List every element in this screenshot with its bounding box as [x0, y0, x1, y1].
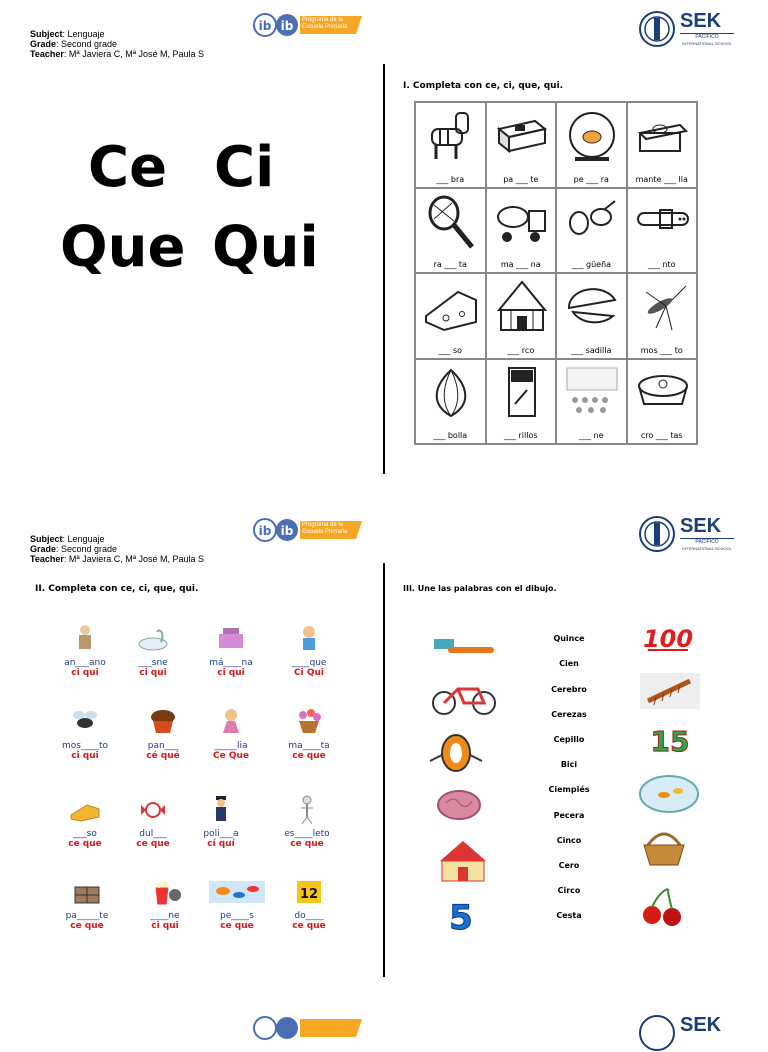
number12-icon — [291, 877, 327, 907]
girl-icon — [213, 707, 249, 737]
fill-item — [196, 624, 266, 678]
worksheet-page-2 — [0, 505, 768, 1005]
match-word: Cesta — [556, 911, 582, 920]
grid-cell — [415, 273, 486, 359]
flowerpot-icon — [291, 707, 327, 737]
skeleton-icon — [289, 795, 325, 825]
racket-icon — [424, 193, 478, 251]
ib-logo — [252, 12, 364, 38]
match-word: Ciempiés — [548, 785, 590, 794]
item-options: ce que — [220, 921, 254, 931]
syllable-qui: Qui — [212, 215, 319, 280]
fish-icon — [209, 877, 265, 907]
cherries-icon — [638, 887, 686, 932]
item-word: poli___a — [203, 829, 239, 839]
cinema-icon — [565, 364, 619, 422]
onion-icon — [424, 364, 478, 422]
grade-label: Grade — [30, 39, 57, 49]
item-word: ___so — [73, 829, 97, 839]
cell-label: ___ so — [438, 345, 463, 355]
teacher-label: Teacher — [30, 49, 64, 59]
item-word: dul___ — [139, 829, 167, 839]
grid-cell — [627, 359, 698, 445]
grid-cell — [627, 188, 698, 274]
item-word: ___sne — [138, 658, 168, 668]
cheese-icon — [67, 795, 103, 825]
muffin-icon — [145, 707, 181, 737]
circus-icon — [436, 839, 490, 888]
toothbrush-icon — [432, 635, 496, 666]
subject-value: : Lenguaje — [62, 29, 105, 39]
item-options: cé qué — [146, 751, 180, 761]
fill-item — [50, 795, 120, 849]
swan-icon — [135, 624, 171, 654]
item-options: ce que — [292, 751, 326, 761]
number-zero-icon — [426, 731, 486, 780]
cell-label: ___ bra — [436, 174, 465, 184]
sek-logo — [638, 10, 734, 48]
ib-logo-text: Programa de la Escuela Primaria — [302, 17, 348, 30]
bicycle-icon — [430, 681, 498, 722]
match-word: Quince — [553, 634, 585, 643]
centipede-icon — [640, 673, 700, 714]
item-options: ce que — [290, 839, 324, 849]
grid-cell — [486, 273, 557, 359]
item-word: pa_____te — [65, 911, 109, 921]
zebra-icon — [424, 107, 478, 165]
item-options: ce que — [292, 921, 326, 931]
fill-item — [274, 877, 344, 931]
match-word: Pecera — [553, 811, 585, 820]
number-five-icon — [438, 895, 484, 940]
cell-label: mante ___ lla — [635, 174, 688, 184]
cell-label: ___ nto — [647, 260, 676, 269]
item-word: es____leto — [284, 829, 330, 839]
grid-cell — [556, 102, 627, 188]
sek-sub-text: PACÍFICO — [680, 33, 734, 40]
item-options: ci qui — [151, 921, 179, 931]
hundred-icon — [644, 623, 692, 658]
sek-sub-text: PACÍFICO — [680, 538, 734, 545]
match-word: Cerezas — [551, 710, 587, 719]
syllable-ce: Ce — [88, 135, 168, 200]
popcorn-icon — [147, 877, 183, 907]
fill-item — [274, 624, 344, 678]
butter-icon — [636, 107, 690, 165]
quesadilla-icon — [565, 278, 619, 336]
item-options: cí quí — [207, 839, 235, 849]
item-options: ci qui — [139, 668, 167, 678]
cell-label: ___ ne — [578, 431, 604, 440]
croquettes-icon — [636, 364, 690, 422]
picture-grid — [414, 101, 698, 445]
fill-item — [272, 795, 342, 849]
cell-label: pa ___ te — [503, 174, 539, 184]
teacher-value: : Mª Javiera C, Mª José M, Paula S — [63, 49, 205, 59]
item-options: ce que — [70, 921, 104, 931]
cell-label: ___ güeña — [571, 260, 612, 269]
cell-label: pe ___ ra — [573, 174, 609, 184]
fill-item — [186, 795, 256, 849]
sek-sub2-text: INTERNATIONAL SCHOOL — [682, 546, 732, 551]
fill-item — [50, 707, 120, 761]
item-word: mos____to — [62, 741, 108, 751]
sek-logo — [638, 1014, 734, 1052]
item-word: má____na — [209, 658, 253, 668]
item-options: ci qui — [71, 668, 99, 678]
item-options: Ce Que — [212, 751, 249, 761]
cement-truck-icon — [495, 193, 549, 251]
package-icon — [495, 107, 549, 165]
sek-logo-text: SEK — [680, 1014, 722, 1036]
fifteen-text: 15 — [650, 725, 690, 758]
section-2-title: II. Completa con ce, ci, que, qui. — [35, 584, 199, 594]
match-word: Cien — [559, 659, 579, 668]
header-info — [30, 534, 204, 564]
grid-cell — [415, 102, 486, 188]
match-word: Cero — [558, 861, 580, 870]
grid-cell — [415, 359, 486, 445]
matches-icon — [495, 364, 549, 422]
item-word: an___ano — [64, 658, 106, 668]
police-icon — [203, 795, 239, 825]
item-word: ____que — [291, 658, 327, 668]
sek-logo — [638, 515, 734, 553]
ib-logo — [252, 1015, 364, 1041]
match-word: Circo — [557, 886, 581, 895]
item-options: ce que — [136, 839, 170, 849]
fill-item — [118, 795, 188, 849]
fill-item — [202, 877, 272, 931]
subject-label: Subject — [30, 29, 63, 39]
teacher-value: : Mª Javiera C, Mª José M, Paula S — [63, 554, 205, 564]
fill-item — [52, 877, 122, 931]
section-1-title: I. Completa con ce, ci, que, qui. — [403, 81, 564, 91]
item-word: ma____ta — [288, 741, 330, 751]
fill-item — [50, 624, 120, 678]
item-options: ci qui — [217, 668, 245, 678]
grid-cell — [486, 188, 557, 274]
cell-label: ___ bolla — [433, 431, 468, 440]
number-fifteen-icon — [646, 719, 694, 764]
subject-value: : Lenguaje — [62, 534, 105, 544]
grid-cell — [415, 188, 486, 274]
grid-cell — [486, 102, 557, 188]
ib-logo — [252, 517, 364, 543]
match-word: Bici — [560, 760, 578, 769]
worksheet-page-3-partial — [0, 1010, 768, 1036]
item-options: ci qui — [71, 751, 99, 761]
mosquito-icon — [67, 707, 103, 737]
stork-icon — [565, 193, 619, 251]
fill-item — [274, 707, 344, 761]
cell-label: ___ rillos — [503, 431, 538, 440]
grid-cell — [556, 359, 627, 445]
twelve-text: 12 — [299, 887, 319, 902]
machine-icon — [213, 624, 249, 654]
match-word: Cinco — [556, 836, 582, 845]
cell-label: ___ sadilla — [571, 345, 612, 355]
item-options: ce que — [68, 839, 102, 849]
teacher-label: Teacher — [30, 554, 64, 564]
gift-icon — [69, 877, 105, 907]
subject-label: Subject — [30, 534, 63, 544]
item-word: do____ — [294, 911, 324, 921]
cell-label: ma ___ na — [500, 260, 541, 269]
cell-label: ___ rco — [507, 345, 535, 355]
worksheet-page-1 — [0, 0, 768, 500]
item-word: ____ne — [150, 911, 180, 921]
header-info — [30, 29, 204, 59]
ib-logo-text: Programa de la Escuela Primaria — [302, 522, 348, 535]
section-3-title: III. Une las palabras con el dibujo. — [403, 584, 557, 593]
grade-label: Grade — [30, 544, 57, 554]
item-options: Ci Qui — [294, 668, 324, 678]
fill-item — [196, 707, 266, 761]
item-word: pe____s — [220, 911, 254, 921]
circus-tent-icon — [495, 278, 549, 336]
fill-item — [128, 707, 198, 761]
svg-text:ib: ib — [258, 19, 272, 33]
brain-icon — [436, 789, 482, 828]
sek-sub2-text: INTERNATIONAL SCHOOL — [682, 41, 732, 46]
svg-text:ib: ib — [258, 524, 272, 538]
match-word: Cerebro — [551, 685, 587, 694]
grade-value: : Second grade — [56, 39, 118, 49]
grid-cell — [627, 273, 698, 359]
basket-icon — [640, 829, 688, 874]
grid-cell — [556, 188, 627, 274]
boy-icon — [291, 624, 327, 654]
syllable-ci: Ci — [214, 135, 275, 200]
hundred-text: 100 — [642, 625, 694, 653]
fishbowl-icon — [565, 107, 619, 165]
item-word: _____lia — [214, 741, 248, 751]
column-divider — [383, 64, 385, 474]
cell-label: ra ___ ta — [433, 260, 467, 269]
mosquito-icon — [636, 278, 690, 336]
cell-label: cro ___ tas — [640, 431, 683, 440]
old-man-icon — [67, 624, 103, 654]
cheese-icon — [424, 278, 478, 336]
grid-cell — [556, 273, 627, 359]
fill-item — [118, 624, 188, 678]
grid-cell — [486, 359, 557, 445]
svg-text:ib: ib — [280, 19, 294, 33]
cell-label: mos ___ to — [640, 345, 683, 355]
sek-logo-text: SEK — [680, 515, 722, 537]
five-text: 5 — [449, 898, 473, 938]
match-word: Cepillo — [553, 735, 585, 744]
belt-icon — [636, 193, 690, 251]
grade-value: : Second grade — [56, 544, 118, 554]
grid-cell — [627, 102, 698, 188]
fishbowl-icon — [638, 773, 700, 820]
syllable-que: Que — [60, 215, 186, 280]
svg-text:ib: ib — [280, 524, 294, 538]
item-word: pan___ — [147, 741, 179, 751]
candy-icon — [135, 795, 171, 825]
column-divider — [383, 563, 385, 977]
sek-logo-text: SEK — [680, 10, 722, 32]
fill-item — [130, 877, 200, 931]
